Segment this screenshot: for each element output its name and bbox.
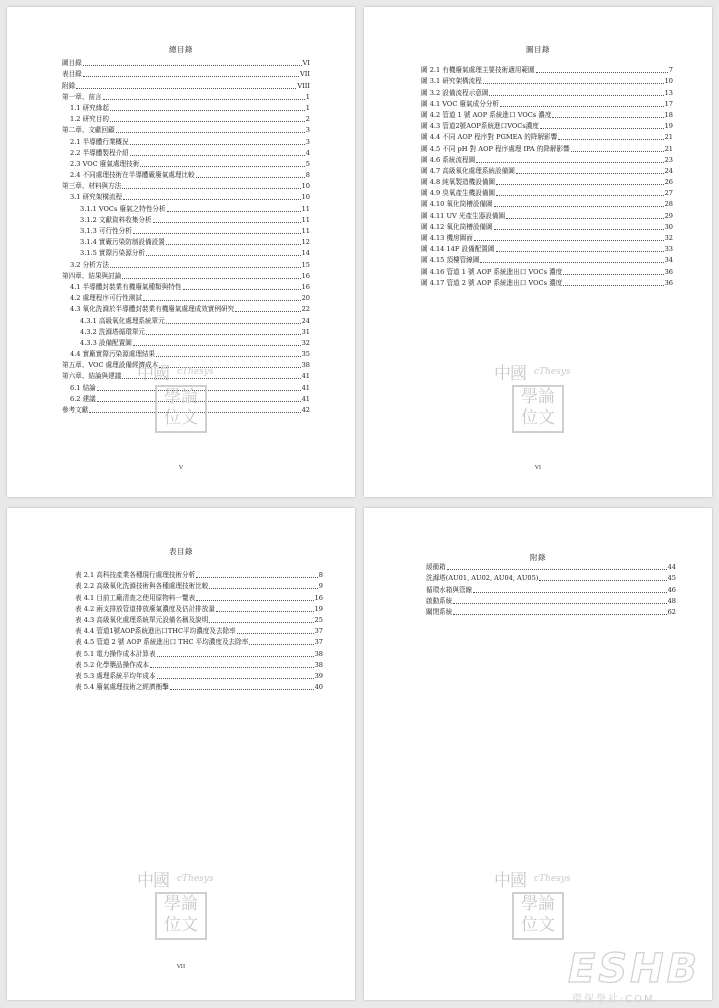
toc-entry-label: 啟動系統 xyxy=(426,596,453,605)
toc-entry[interactable] xyxy=(421,232,673,243)
toc-entry-page: 2 xyxy=(305,115,310,124)
toc-entry[interactable] xyxy=(62,135,310,146)
watermark-english: cThesys xyxy=(177,367,214,377)
toc-entry-label: 第四章、結果與討論 xyxy=(62,271,122,280)
toc-entry-label: 6.2 建議 xyxy=(70,394,96,403)
toc-entry[interactable] xyxy=(62,348,310,359)
toc-entry-page: 38 xyxy=(314,649,323,658)
toc-entry-page: 37 xyxy=(314,627,323,636)
toc-entry-label: 表 4.4 管道1號AOP系統進出口THC平均濃度及去除率 xyxy=(75,627,236,636)
toc-entry[interactable] xyxy=(62,292,310,303)
toc-entry-page: 1 xyxy=(305,92,310,101)
toc-entry[interactable] xyxy=(62,180,310,191)
toc-entry-page: 12 xyxy=(301,238,310,247)
toc-leader-dots xyxy=(122,278,300,279)
toc-entry-label: 表 5.2 化學藥品操作成本 xyxy=(75,660,150,669)
toc-entry-page: 19 xyxy=(314,604,323,613)
toc-entry-page: 7 xyxy=(668,66,673,75)
toc-entry-label: 1.1 研究緣起 xyxy=(70,103,109,112)
toc-entry-page: 10 xyxy=(301,182,310,191)
toc-entry[interactable] xyxy=(421,198,673,209)
toc-entry-page: 16 xyxy=(314,593,323,602)
toc-entry-page: 3 xyxy=(305,137,310,146)
toc-entry-page: 11 xyxy=(301,227,310,235)
toc-entry-page: 45 xyxy=(667,574,676,583)
toc-entry-page: 10 xyxy=(301,193,310,202)
toc-entry-label: 表 4.1 目前工廠清查之使用原物料一覽表 xyxy=(75,593,196,602)
toc-leader-dots xyxy=(249,644,313,645)
toc-leader-dots xyxy=(476,162,663,163)
toc-entry[interactable] xyxy=(421,176,673,187)
page-title: 附錄 xyxy=(530,553,546,562)
toc-entry[interactable] xyxy=(62,314,310,325)
toc-entry-page: 27 xyxy=(664,189,673,198)
toc-entry[interactable] xyxy=(426,561,676,572)
toc-leader-dots xyxy=(110,121,305,122)
toc-entry-page: 48 xyxy=(667,596,676,605)
toc-entry[interactable] xyxy=(62,303,310,314)
toc-list xyxy=(421,64,673,288)
toc-entry-label: 圖 4.4 不同 AOP 程序對 PGMEA 的降解影響 xyxy=(421,133,558,142)
toc-entry[interactable] xyxy=(426,595,676,606)
toc-entry-page: 31 xyxy=(301,327,310,336)
toc-leader-dots xyxy=(480,262,663,263)
toc-entry-label: 3.1.5 實際污染源分析 xyxy=(80,249,146,258)
toc-entry-page: 39 xyxy=(314,671,323,680)
toc-entry[interactable] xyxy=(421,142,673,153)
watermark-chinese: 中國 xyxy=(494,364,526,384)
toc-leader-dots xyxy=(496,195,664,196)
toc-entry-page: 18 xyxy=(664,110,673,119)
toc-leader-dots xyxy=(494,206,664,207)
toc-leader-dots xyxy=(130,144,305,145)
toc-entry-page: 5 xyxy=(305,159,310,168)
toc-entry-page: 36 xyxy=(664,267,673,276)
toc-entry-page: 20 xyxy=(301,294,310,303)
toc-leader-dots xyxy=(170,689,314,690)
page-title: 總目錄 xyxy=(169,45,193,54)
toc-entry[interactable] xyxy=(62,158,310,169)
toc-entry-page: 17 xyxy=(664,99,673,108)
toc-entry[interactable] xyxy=(62,191,310,202)
toc-leader-dots xyxy=(196,177,305,178)
toc-entry-label: 表 2.2 高級氧化洗滌技術與各種處理技術比較 xyxy=(75,582,209,591)
toc-entry[interactable] xyxy=(62,247,310,258)
toc-entry[interactable] xyxy=(62,258,310,269)
toc-entry-page: 24 xyxy=(301,316,310,325)
toc-entry-page: 28 xyxy=(664,200,673,209)
toc-entry-label: 第二章、文獻回顧 xyxy=(62,126,115,135)
toc-entry[interactable] xyxy=(75,580,323,591)
toc-leader-dots xyxy=(216,611,314,612)
toc-entry-label: 3.2 分析方法 xyxy=(70,260,109,269)
toc-entry[interactable] xyxy=(75,603,323,614)
toc-list xyxy=(426,561,676,617)
toc-entry-label: 4.3 氧化洗滌於半導體封裝業有機廢氣處理成效實例研究 xyxy=(70,305,235,314)
toc-entry-label: 表目錄 xyxy=(62,70,82,79)
toc-entry[interactable] xyxy=(426,583,676,594)
toc-entry-label: 洗滌塔(AU01, AU02, AU04, AU05) xyxy=(426,574,539,583)
toc-entry[interactable] xyxy=(75,636,323,647)
toc-entry-label: 圖目錄 xyxy=(62,59,82,68)
toc-entry-page: 11 xyxy=(301,215,310,224)
toc-entry-label: 圖 4.7 高級氧化處理系統設備圖 xyxy=(421,166,515,175)
toc-entry-page: 8 xyxy=(318,571,323,580)
toc-entry-label: 圖 4.6 系統流程圖 xyxy=(421,155,476,164)
toc-entry[interactable] xyxy=(62,102,310,113)
toc-entry-page: 42 xyxy=(301,406,310,414)
toc-entry-label: 循環水箱與管線 xyxy=(426,585,473,594)
toc-entry-page: 21 xyxy=(664,144,673,153)
toc-entry-label: 2.3 VOC 廢氣處理技術 xyxy=(70,159,140,168)
toc-leader-dots xyxy=(563,274,663,275)
toc-leader-dots xyxy=(209,622,313,623)
toc-entry-label: 圖 3.2 設備流程示意圖 xyxy=(421,88,489,97)
toc-entry-page: 44 xyxy=(667,563,676,572)
toc-entry-label: 圖 2.1 有機廢氣處理主要技術適用範圍 xyxy=(421,66,535,75)
toc-leader-dots xyxy=(150,667,314,668)
watermark-english: cThesys xyxy=(534,874,571,884)
toc-entry-label: 4.3.3 設備配置圖 xyxy=(80,338,132,347)
toc-entry[interactable] xyxy=(421,209,673,220)
toc-entry-label: 參考文獻 xyxy=(62,406,89,414)
toc-entry-page: 37 xyxy=(314,638,323,647)
toc-entry-label: 4.1 半導體封裝業有機廢氣種類與特性 xyxy=(70,282,182,291)
watermark-chinese: 中國 xyxy=(137,364,169,384)
toc-entry-page: 62 xyxy=(667,607,676,616)
toc-entry-page: 19 xyxy=(664,122,673,131)
toc-entry-label: 關閉系統 xyxy=(426,607,453,616)
toc-entry-label: 2.2 半導體製程介紹 xyxy=(70,148,129,157)
toc-entry-label: 4.2 處理程序可行性測試 xyxy=(70,294,142,303)
toc-entry[interactable] xyxy=(62,147,310,158)
watermark xyxy=(494,872,590,942)
toc-entry-label: 圖 4.17 管道 2 號 AOP 系統進出口 VOCs 濃度 xyxy=(421,278,563,287)
toc-leader-dots xyxy=(83,65,302,66)
toc-entry-page: 11 xyxy=(301,204,310,213)
watermark-chinese: 中國 xyxy=(494,871,526,891)
toc-entry-label: 圖 4.10 氧化筒槽設備圖 xyxy=(421,200,493,209)
toc-entry-label: 3.1.2 文獻資料收集分析 xyxy=(80,215,152,224)
toc-entry-page: 21 xyxy=(664,133,673,142)
toc-entry-page: 26 xyxy=(664,178,673,187)
toc-leader-dots xyxy=(540,128,664,129)
toc-entry-page: VI xyxy=(302,59,310,68)
toc-entry-page: 13 xyxy=(664,88,673,97)
toc-entry[interactable] xyxy=(75,569,323,580)
toc-entry-label: 圖 3.1 研究架構流程 xyxy=(421,77,482,86)
toc-leader-dots xyxy=(123,199,300,200)
toc-entry[interactable] xyxy=(62,202,310,213)
toc-entry-page: 40 xyxy=(314,683,323,692)
toc-entry[interactable] xyxy=(62,169,310,180)
toc-entry[interactable] xyxy=(421,86,673,97)
toc-entry-page: 23 xyxy=(664,155,673,164)
page-table-of-contents xyxy=(7,7,355,497)
toc-leader-dots xyxy=(489,95,663,96)
toc-leader-dots xyxy=(196,600,313,601)
toc-entry-page: 1 xyxy=(305,103,310,112)
toc-entry-label: 緩衝箱 xyxy=(426,563,446,572)
toc-entry[interactable] xyxy=(421,221,673,232)
toc-leader-dots xyxy=(166,244,301,245)
site-logo-sub: 環保學社·COM xyxy=(572,994,655,1005)
toc-leader-dots xyxy=(140,166,304,167)
toc-entry[interactable] xyxy=(62,124,310,135)
toc-entry-label: 3.1.1 VOCs 廢氣之特性分析 xyxy=(80,204,166,213)
toc-entry[interactable] xyxy=(421,131,673,142)
toc-entry[interactable] xyxy=(421,187,673,198)
toc-entry-label: 1.2 研究目的 xyxy=(70,115,109,124)
toc-entry-label: 表 5.4 廢氣處理技術之經濟衡擊 xyxy=(75,683,169,692)
toc-entry[interactable] xyxy=(62,113,310,124)
watermark xyxy=(494,365,590,435)
toc-entry-label: 圖 4.15 頂樓管線圖 xyxy=(421,256,480,265)
toc-entry-label: 表 4.3 高級氧化處理系統單元設備名稱及說明 xyxy=(75,615,209,624)
toc-entry[interactable] xyxy=(421,265,673,276)
toc-entry[interactable] xyxy=(426,606,676,617)
toc-leader-dots xyxy=(143,300,301,301)
toc-leader-dots xyxy=(563,285,663,286)
toc-entry-page: 38 xyxy=(314,660,323,669)
toc-entry-page: 38 xyxy=(301,361,310,370)
toc-leader-dots xyxy=(183,289,301,290)
toc-leader-dots xyxy=(153,222,301,223)
toc-entry-label: 圖 4.1 VOC 廢氣成分分析 xyxy=(421,99,500,108)
watermark-seal: 學論位文 xyxy=(512,892,564,940)
toc-entry-page: 34 xyxy=(664,256,673,265)
toc-list xyxy=(62,57,310,415)
toc-entry-label: 4.3.2 洗滌塔循環單元 xyxy=(80,327,146,336)
toc-entry-label: 2.1 半導體行業概況 xyxy=(70,137,129,146)
toc-leader-dots xyxy=(209,588,317,589)
toc-entry-label: 表 4.5 管道 2 號 AOP 系統進出口 THC 平均濃度及去除率 xyxy=(75,638,249,647)
toc-entry-label: 表 4.2 兩支排放管道排放廢氣濃度及估計排放量 xyxy=(75,604,215,613)
toc-leader-dots xyxy=(146,334,301,335)
toc-entry-page: 41 xyxy=(301,372,310,381)
toc-leader-dots xyxy=(453,603,666,604)
toc-entry[interactable] xyxy=(421,109,673,120)
toc-leader-dots xyxy=(103,99,305,100)
toc-entry[interactable] xyxy=(75,670,323,681)
toc-leader-dots xyxy=(157,678,314,679)
toc-entry-label: 3.1 研究架構流程 xyxy=(70,193,123,202)
toc-entry[interactable] xyxy=(421,98,673,109)
toc-entry[interactable] xyxy=(426,572,676,583)
toc-entry-page: 24 xyxy=(664,166,673,175)
toc-entry[interactable] xyxy=(421,165,673,176)
toc-entry-label: 表 5.3 處理系統平均年成本 xyxy=(75,671,156,680)
toc-entry-label: 圖 4.8 純氧製造機設備圖 xyxy=(421,178,496,187)
toc-leader-dots xyxy=(110,267,301,268)
toc-entry-page: 41 xyxy=(301,394,310,403)
toc-entry-label: 圖 4.12 氧化筒槽設備圖 xyxy=(421,222,493,231)
page-number: V xyxy=(179,465,183,471)
toc-entry-label: 4.3.1 高級氧化處理系統單元 xyxy=(80,316,165,325)
toc-leader-dots xyxy=(496,251,664,252)
toc-entry-page: 14 xyxy=(301,249,310,258)
toc-entry-page: 16 xyxy=(301,282,310,291)
toc-leader-dots xyxy=(133,233,301,234)
toc-entry[interactable] xyxy=(421,277,673,288)
toc-entry-page: 32 xyxy=(664,234,673,242)
toc-entry[interactable] xyxy=(62,337,310,348)
toc-entry-page: 8 xyxy=(305,171,310,180)
toc-entry-label: 圖 4.5 不同 pH 對 AOP 程序處理 IPA 的降解影響 xyxy=(421,144,570,153)
toc-entry-page: 15 xyxy=(301,260,310,269)
toc-entry-page: 4 xyxy=(305,148,310,157)
toc-leader-dots xyxy=(496,184,664,185)
toc-entry[interactable] xyxy=(62,91,310,102)
toc-entry-page: 3 xyxy=(305,126,310,135)
toc-entry[interactable] xyxy=(421,64,673,75)
toc-leader-dots xyxy=(473,592,666,593)
toc-entry-page: 35 xyxy=(301,350,310,359)
toc-list xyxy=(75,569,323,692)
toc-leader-dots xyxy=(500,106,664,107)
watermark-seal: 學論位文 xyxy=(155,385,207,433)
toc-entry-label: 圖 4.9 臭氧產生機設備圖 xyxy=(421,189,496,198)
toc-entry-label: 第五章、VOC 處理設備經濟成本 xyxy=(62,361,159,370)
toc-entry[interactable] xyxy=(75,625,323,636)
toc-entry[interactable] xyxy=(421,243,673,254)
toc-entry-page: 33 xyxy=(664,245,673,254)
toc-entry[interactable] xyxy=(62,57,310,68)
page-table-list xyxy=(7,508,355,1000)
watermark xyxy=(137,872,233,942)
toc-entry[interactable] xyxy=(421,75,673,86)
toc-entry-label: 圖 4.13 機房圖面 xyxy=(421,234,473,242)
toc-entry-label: 2.4 不同處理技術在半導體廠廢氣處理比較 xyxy=(70,171,195,180)
toc-entry[interactable] xyxy=(75,591,323,602)
toc-leader-dots xyxy=(571,151,664,152)
toc-leader-dots xyxy=(558,139,663,140)
site-logo xyxy=(564,944,712,1006)
toc-leader-dots xyxy=(156,356,300,357)
toc-entry-label: 圖 4.3 管道2號AOP系統進口VOCs濃度 xyxy=(421,122,539,131)
toc-entry[interactable] xyxy=(62,79,310,90)
site-logo-main: ESHB xyxy=(568,946,701,992)
toc-leader-dots xyxy=(474,240,664,241)
toc-entry-label: 附錄 xyxy=(62,81,76,90)
toc-entry-page: 41 xyxy=(301,383,310,392)
toc-leader-dots xyxy=(447,569,667,570)
toc-entry-page: 32 xyxy=(301,338,310,347)
toc-entry[interactable] xyxy=(421,120,673,131)
toc-leader-dots xyxy=(130,155,305,156)
toc-leader-dots xyxy=(483,83,664,84)
toc-entry-page: 36 xyxy=(664,278,673,287)
toc-entry-label: 3.1.3 可行性分析 xyxy=(80,227,132,235)
toc-leader-dots xyxy=(237,633,314,634)
toc-leader-dots xyxy=(146,255,301,256)
toc-leader-dots xyxy=(536,72,668,73)
page-figure-list xyxy=(364,7,712,497)
toc-leader-dots xyxy=(110,110,305,111)
toc-leader-dots xyxy=(539,580,666,581)
toc-leader-dots xyxy=(157,656,314,657)
toc-entry-label: 圖 4.16 管道 1 號 AOP 系統進出口 VOCs 濃度 xyxy=(421,267,563,276)
toc-entry[interactable] xyxy=(421,154,673,165)
toc-entry[interactable] xyxy=(75,647,323,658)
toc-entry-label: 6.1 結論 xyxy=(70,383,96,392)
toc-entry-page: VIII xyxy=(297,81,310,90)
toc-entry[interactable] xyxy=(75,681,323,692)
toc-entry[interactable] xyxy=(62,214,310,225)
toc-entry-label: 圖 4.11 UV 光產生器設備圖 xyxy=(421,211,506,220)
toc-entry[interactable] xyxy=(62,270,310,281)
toc-leader-dots xyxy=(76,88,296,89)
watermark-english: cThesys xyxy=(177,874,214,884)
toc-entry[interactable] xyxy=(421,254,673,265)
toc-entry-label: 表 5.1 電力操作成本計算表 xyxy=(75,649,156,658)
watermark-english: cThesys xyxy=(534,367,571,377)
watermark-seal: 學論位文 xyxy=(512,385,564,433)
toc-leader-dots xyxy=(116,132,305,133)
toc-entry-page: 30 xyxy=(664,222,673,231)
toc-entry[interactable] xyxy=(75,614,323,625)
toc-entry-page: 29 xyxy=(664,211,673,220)
toc-entry-page: 16 xyxy=(301,271,310,280)
page-number: VI xyxy=(534,465,542,471)
toc-leader-dots xyxy=(196,577,318,578)
toc-entry[interactable] xyxy=(62,281,310,292)
toc-entry-label: 4.4 實廠實際污染源處理結果 xyxy=(70,350,156,359)
toc-entry[interactable] xyxy=(62,225,310,236)
toc-entry[interactable] xyxy=(62,236,310,247)
toc-entry-label: 圖 4.14 14F 設備配置圖 xyxy=(421,245,495,254)
toc-leader-dots xyxy=(83,76,299,77)
page-title: 圖目錄 xyxy=(526,45,550,54)
toc-leader-dots xyxy=(122,188,300,189)
toc-entry-label: 表 2.1 高科技產業各種現行處理技術分析 xyxy=(75,571,196,580)
toc-leader-dots xyxy=(552,117,663,118)
toc-entry-label: 第三章、材料與方法 xyxy=(62,182,122,191)
toc-leader-dots xyxy=(506,218,664,219)
toc-entry[interactable] xyxy=(62,326,310,337)
toc-entry-page: 46 xyxy=(667,585,676,594)
toc-leader-dots xyxy=(133,345,301,346)
toc-entry[interactable] xyxy=(75,659,323,670)
toc-leader-dots xyxy=(235,311,300,312)
toc-entry-page: 9 xyxy=(318,582,323,591)
toc-entry-label: 3.1.4 實廠污染防制設備設置 xyxy=(80,238,165,247)
toc-entry[interactable] xyxy=(62,68,310,79)
page-title: 表目錄 xyxy=(169,547,193,556)
page-appendix xyxy=(364,508,712,1000)
watermark-chinese: 中國 xyxy=(137,871,169,891)
toc-leader-dots xyxy=(453,614,666,615)
toc-entry-label: 圖 4.2 管道 1 號 AOP 系統進口 VOCs 濃度 xyxy=(421,110,552,119)
toc-entry-label: 第六章、結論與建議 xyxy=(62,372,122,381)
toc-entry-page: 25 xyxy=(314,615,323,624)
toc-entry-page: 10 xyxy=(664,77,673,86)
watermark-seal: 學論位文 xyxy=(155,892,207,940)
toc-leader-dots xyxy=(516,173,664,174)
watermark xyxy=(137,365,233,435)
toc-leader-dots xyxy=(167,211,301,212)
toc-leader-dots xyxy=(166,323,301,324)
toc-leader-dots xyxy=(494,229,664,230)
page-number: VII xyxy=(176,964,186,970)
toc-entry-page: VII xyxy=(300,70,310,79)
toc-entry-label: 第一章、前言 xyxy=(62,92,102,101)
toc-entry-page: 22 xyxy=(301,305,310,314)
